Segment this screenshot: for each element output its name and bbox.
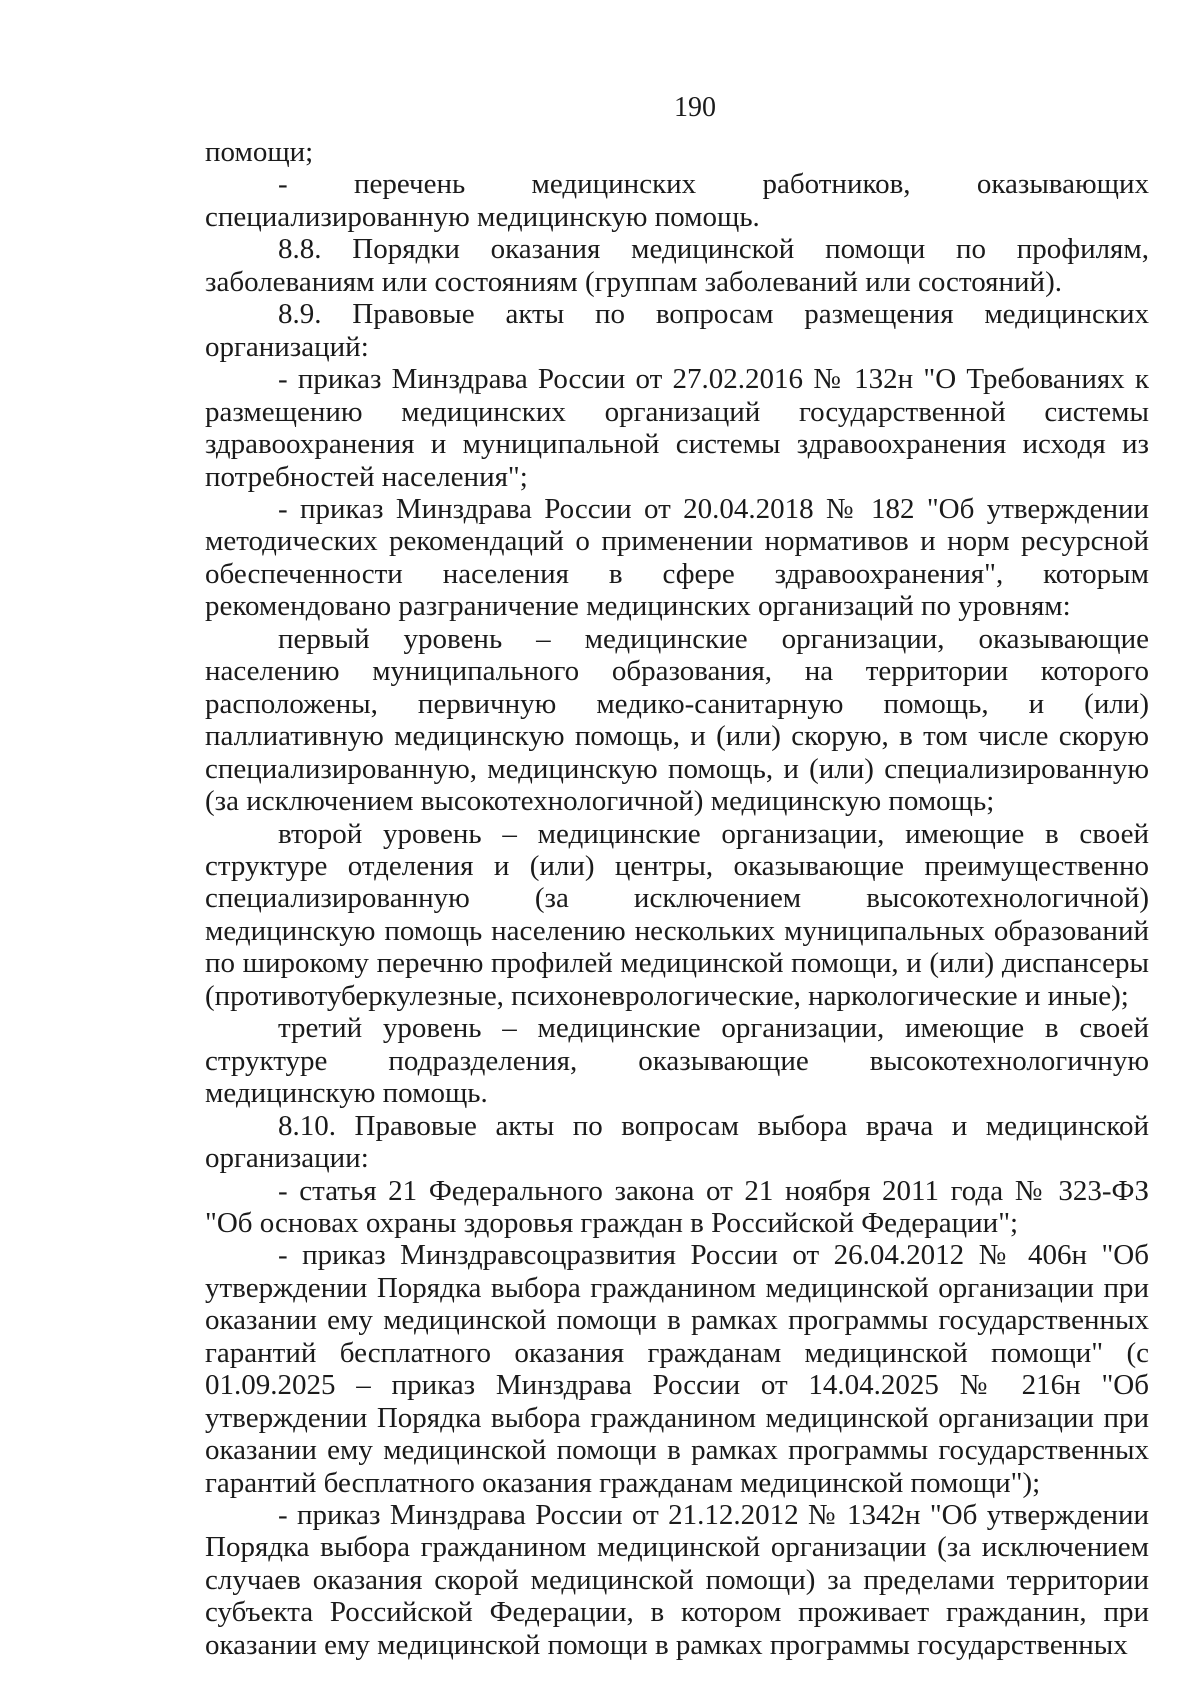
paragraph: помощи; [205,136,314,168]
paragraph: - приказ Минздрава России от 27.02.2016 № 132н "О Требованиях к размещению медицинских организаций государственной системы здравоохранения и муниципальной системы здравоохранения исходя из потребностей населения"; [205,363,1149,493]
paragraph: второй уровень – медицинские организации, имеющие в своей структуре отделения и (или) центры, оказывающие преимущественно специализированную (за исключением высокотехнологичной) медицинскую помощь населению нескольких муниципальных образований по широкому перечню профилей медицинской помощи, и (или) диспансеры (противотуберкулезные, психоневрологические, наркологические и иные); [205,817,1149,1012]
paragraph: - приказ Минздрава России от 20.04.2018 № 182 "Об утверждении методических рекомендаций о применении нормативов и норм ресурсной обеспеченности населения в сфере здравоохранения", которым рекомендовано разграничение медицинских организаций по уровням: [205,492,1149,623]
paragraph: - приказ Минздрава России от 21.12.2012 № 1342н "Об утверждении Порядка выбора гражданином медицинской организации (за исключением случаев оказания скорой медицинской помощи) за пределами территории субъекта Российской Федерации, в котором проживает гражданин, при оказании ему медицинской помощи в рамках программы государственных [205,1499,1149,1661]
page-number: 190 [674,92,716,123]
paragraph: - перечень медицинских работников, оказывающих специализированную медицинскую помощь. [205,168,1149,233]
body-text [205,136,1149,1661]
paragraph: - статья 21 Федерального закона от 21 ноября 2011 года № 323-ФЗ "Об основах охраны здоровья граждан в Российской Федерации"; [205,1174,1149,1239]
paragraph: 8.10. Правовые акты по вопросам выбора врача и медицинской организации: [205,1109,1149,1175]
paragraph: - приказ Минздравсоцразвития России от 26.04.2012 № 406н "Об утверждении Порядка выбора гражданином медицинской организации при оказании ему медицинской помощи в рамках программы государственных гарантий бесплатного оказания гражданам медицинской помощи" (с 01.09.2025 – приказ Минздрава России от 14.04.2025 № 216н "Об утверждении Порядка выбора гражданином медицинской организации при оказании ему медицинской помощи в рамках программы государственных гарантий бесплатного оказания гражданам медицинской помощи"); [205,1239,1149,1499]
paragraph: третий уровень – медицинские организации, имеющие в своей структуре подразделения, оказывающие высокотехнологичную медицинскую помощь. [205,1012,1149,1110]
paragraph: первый уровень – медицинские организации, оказывающие населению муниципального образования, на территории которого расположены, первичную медико-санитарную помощь, и (или) паллиативную медицинскую помощь, и (или) скорую, в том числе скорую специализированную, медицинскую помощь, и (или) специализированную (за исключением высокотехнологичной) медицинскую помощь; [205,622,1149,818]
paragraph: 8.9. Правовые акты по вопросам размещения медицинских организаций: [205,298,1149,363]
paragraph: 8.8. Порядки оказания медицинской помощи по профилям, заболеваниям или состояниям (группам заболеваний или состояний). [205,233,1149,298]
